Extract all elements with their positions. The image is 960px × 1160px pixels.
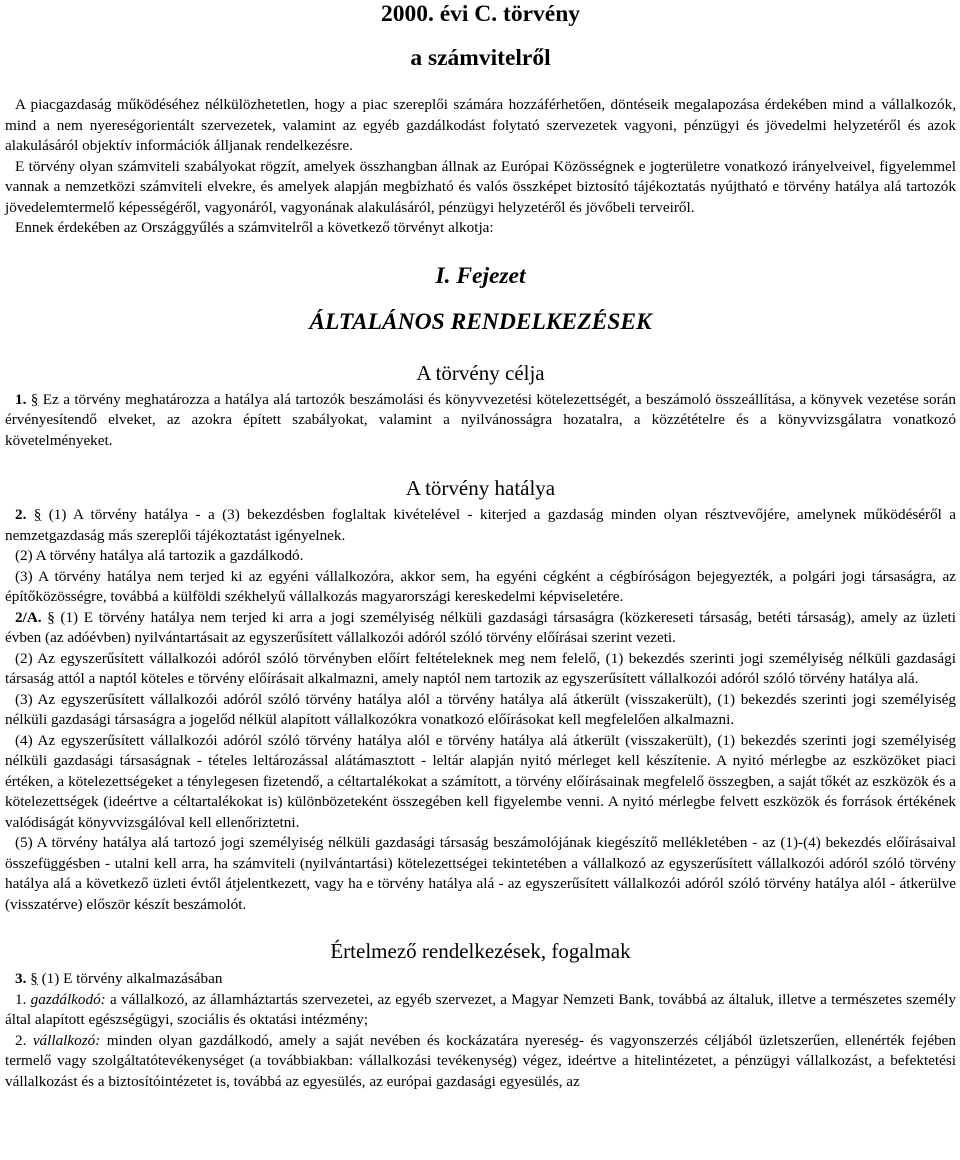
chapter-title: ÁLTALÁNOS RENDELKEZÉSEK xyxy=(309,308,652,335)
preamble-paragraph: Ennek érdekében az Országgyűlés a számvitelről a következő törvényt alkotja: xyxy=(15,219,494,236)
definition-number: 2. xyxy=(15,1031,27,1049)
preamble-paragraph: E törvény olyan számviteli szabályokat rögzít, amelyek összhangban állnak az Európai Közösségnek e jogterületre vonatkozó irányelveivel, figyelemmel vannak a nemzetközi számviteli elvekre, és amelyek alapján megbízható és valós összképet biztosító tájékoztatás nyújtható e törvény hatálya alá tartozók jövedelemtermelő képességéről, vagyonáról, vagyonának alakulásáról, pénzügyi helyzetéről és jövőbeli terveiről. xyxy=(5,157,956,216)
section-text: Ez a törvény meghatározza a hatálya alá tartozók beszámolási és könyvvezetési kötelezettségét, a beszámoló összeállítása, a könyvek vezetése során érvényesítendő elveket, az azokra épített szabályokat, valamint a nyilvánosságra hozatalra, a közzétételre és a könyvvizsgálatra vonatkozó követelményeket. xyxy=(5,390,956,449)
section-number: 2. xyxy=(15,506,27,523)
section-2a-paragraph: (3) Az egyszerűsített vállalkozói adóról szóló törvény hatálya alól a törvény hatálya alá átkerült (visszakerült), (1) bekezdés szerinti jogi személyiség nélküli gazdasági társaságra a jogelőd nélkül alapított vállalkozókra vonatkozó előírásokat kell megfelelően alkalmazni. xyxy=(5,690,956,728)
definition-term: gazdálkodó: xyxy=(30,990,106,1008)
section-2-paragraph: (2) A törvény hatálya alá tartozik a gazdálkodó. xyxy=(15,547,304,564)
definition-item xyxy=(5,990,956,1031)
law-subtitle: a számvitelről xyxy=(410,45,551,71)
section-2a-paragraph: (4) Az egyszerűsített vállalkozói adóról szóló törvény hatálya alól e törvény hatálya alá átkerült (visszakerült), (1) bekezdés szerinti jogi személyiség nélküli gazdasági társaságnak - tételes leltározással alátámasztott - leltár alapján nyitó mérleget kell készítenie. A nyitó mérlegbe az eszközöket piaci értéken, a kötelezettségeket a ténylegesen fizetendő, a céltartalékokat a számított, a törvény előírásainak megfelelő összegben, a saját tőkét az eszközök és a kötelezettségek (ideértve a céltartalékokat is) különbözeteként összegében kell figyelembe venni. A nyitó mérlegbe felvett eszközök és források értékének valódiságát könyvvizsgálóval kell ellenőriztetni. xyxy=(5,731,956,831)
section-heading-definitions: Értelmező rendelkezések, fogalmak xyxy=(330,939,631,963)
definition-term: vállalkozó: xyxy=(32,1031,101,1049)
section-sign: § xyxy=(47,608,55,626)
law-title: 2000. évi C. törvény xyxy=(380,1,581,27)
section-sign: § xyxy=(33,506,42,523)
section-heading-scope: A törvény hatálya xyxy=(405,476,556,500)
section-text: (1) E törvény alkalmazásában xyxy=(37,970,223,987)
definition-number: 1. xyxy=(15,990,27,1008)
section-sign: § xyxy=(30,970,38,987)
definition-item xyxy=(5,1031,956,1093)
section-text: (1) A törvény hatálya - a (3) bekezdésben foglaltak kivételével - kiterjed a gazdaság minden olyan résztvevőjére, amelynek működéséről a nemzetgazdaság más szereplői tájékoztatást igényelnek. xyxy=(5,506,956,544)
section-number: 2/A. xyxy=(15,608,42,626)
section-number: 3. xyxy=(15,970,27,987)
preamble-paragraph: A piacgazdaság működéséhez nélkülözhetetlen, hogy a piac szereplői számára hozzáférhetően, döntéseik megalapozása érdekében mind a vállalkozók, mind a nem nyereségorientált szervezetek, valamint az egyéb gazdálkodást folytató szervezetek vagyoni, pénzügyi és jövedelmi helyzetéről és azok alakulásáról objektív információk álljanak rendelkezésre. xyxy=(5,96,956,154)
section-3-paragraph xyxy=(5,969,956,990)
definition-text: a vállalkozó, az államháztartás szervezetei, az egyéb szervezet, a Magyar Nemzeti Bank, továbbá az általuk, illetve a természetes személy által alapított egészségügyi, szociális és oktatási intézmény; xyxy=(5,990,957,1028)
section-heading-purpose: A törvény célja xyxy=(416,360,545,385)
chapter-number: I. Fejezet xyxy=(435,262,526,289)
section-2a-paragraph: (2) Az egyszerűsített vállalkozói adóról szóló törvényben előírt feltételeknek meg nem felelő, (1) bekezdés szerinti jogi személyiség nélküli gazdasági társaság attól a naptól köteles e törvény előírásait alkalmazni, amely naptól nem tartozik az egyszerűsített vállalkozói adóról szóló törvény hatálya alá. xyxy=(5,649,956,687)
section-2a-paragraph: (5) A törvény hatálya alá tartozó jogi személyiség nélküli gazdasági társaság beszámolójának kiegészítő mellékletében - az (1)-(4) bekezdés előírásaival összefüggésben - utalni kell arra, ha számviteli (nyilvántartási) kötelezettségei tekintetében a vállalkozó az egyszerűsített vállalkozói adóról szóló törvény hatálya alá a következő üzleti évtől átjelentkezett, vagy ha e törvény hatálya alá - az egyszerűsített vállalkozói adóról szóló törvény hatálya alól - átkerülve (visszatérve) először készít beszámolót. xyxy=(5,834,956,913)
section-number: 1. xyxy=(15,390,27,408)
section-sign: § xyxy=(30,390,39,408)
section-2a-paragraph xyxy=(5,608,956,649)
section-2-paragraph: (3) A törvény hatálya nem terjed ki az egyéni vállalkozóra, akkor sem, ha egyéni cégként a cégbíróságon bejegyezték, a polgári jogi társaságra, az építőközösségre, továbbá a külföldi székhelyű vállalkozás magyarországi kereskedelmi képviseletére. xyxy=(5,567,956,605)
section-1-paragraph xyxy=(5,390,956,452)
definition-text: minden olyan gazdálkodó, amely a saját nevében és kockázatára nyereség- és vagyonszerzés céljából üzletszerűen, ellenérték fejében termelő vagy szolgáltatótevékenységet (a továbbiakban: vállalkozási tevékenység) végez, ideértve a hitelintézetet, a pénzügyi vállalkozást, a befektetési vállalkozást és a biztosítóintézetet is, továbbá az egyesülés, az európai gazdasági egyesülés, az xyxy=(5,1031,956,1090)
section-2-paragraph xyxy=(5,505,956,546)
section-text: (1) E törvény hatálya nem terjed ki arra a jogi személyiség nélküli gazdasági társaságra (közkereseti társaság, betéti társaság), amely az üzleti évben (az adóévben) nyilvántartásait az egyszerűsített vállalkozói adóról szóló törvény előírásai szerint vezeti. xyxy=(5,608,956,646)
